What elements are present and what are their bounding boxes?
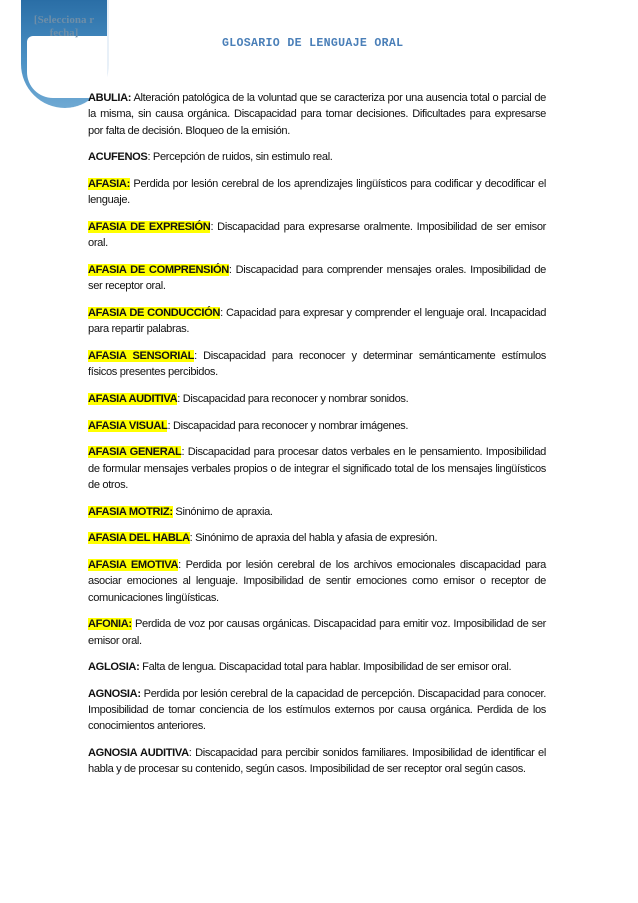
glossary-definition: Perdida de voz por causas orgánicas. Discapacidad para emitir voz. Imposibilidad de ser emisor oral. xyxy=(88,618,546,647)
glossary-definition: Percepción de ruidos, sin estimulo real. xyxy=(150,151,333,164)
glossary-entry xyxy=(88,745,546,778)
glossary-entry xyxy=(88,418,546,434)
glossary-definition: Discapacidad para reconocer y determinar semánticamente estímulos físicos presentes percibidos. xyxy=(88,349,546,379)
glossary-entry xyxy=(88,557,546,606)
glossary-entry xyxy=(88,305,546,338)
glossary-term: AFASIA DEL HABLA xyxy=(88,532,190,545)
term-separator: : xyxy=(167,419,171,432)
term-separator: : xyxy=(220,306,223,319)
glossary-term: AFASIA SENSORIAL xyxy=(88,349,195,362)
term-separator: : xyxy=(147,151,151,164)
glossary-entry xyxy=(88,530,546,546)
glossary-term: AFASIA MOTRIZ: xyxy=(88,505,173,518)
term-separator: : xyxy=(181,446,185,459)
glossary-definition: Discapacidad para procesar datos verbales en le pensamiento. Imposibilidad de formular mensajes verbales propios o de integrar el significado total de los mensajes lingüísticos de otros. xyxy=(88,446,546,491)
glossary-definition: Alteración patológica de la voluntad que se caracteriza por una ausencia total o parcial de la misma, sin causa orgánica. Discapacidad para tomar decisiones. Dificultades para expresarse por falta de decisión. Bloqueo de la emisión. xyxy=(88,92,546,137)
glossary-definition: Discapacidad para reconocer y nombrar imágenes. xyxy=(170,419,409,432)
term-separator: : xyxy=(228,263,232,276)
term-separator: : xyxy=(194,349,197,362)
glossary-definition: Discapacidad para reconocer y nombrar sonidos. xyxy=(180,392,409,405)
glossary-definition: Discapacidad para percibir sonidos familiares. Imposibilidad de identificar el habla y de procesar su contenido, según casos. Imposibilidad de ser receptor oral según casos. xyxy=(88,747,546,776)
glossary-definition: Discapacidad para comprender mensajes orales. Imposibilidad de ser receptor oral. xyxy=(88,263,546,293)
glossary-entry xyxy=(88,391,546,407)
glossary-term: AFASIA DE COMPRENSIÓN xyxy=(88,263,229,276)
glossary-definition: Capacidad para expresar y comprender el lenguaje oral. Incapacidad para repartir palabras. xyxy=(88,306,547,336)
glossary-term: AGLOSIA: xyxy=(88,661,140,674)
glossary-definition: Sinónimo de apraxia del habla y afasia de expresión. xyxy=(192,532,438,545)
glossary-term: ABULIA: xyxy=(88,92,132,104)
glossary-term: AGNOSIA AUDITIVA xyxy=(88,747,189,760)
term-separator: : xyxy=(210,220,214,233)
glossary-definition: Perdida por lesión cerebral de los archivos emocionales discapacidad para asociar emociones al lenguaje. Imposibilidad de sentir emociones como emisor o receptor de comunicaciones lingüísticas. xyxy=(88,558,546,604)
glossary-entry xyxy=(88,348,546,381)
glossary-term: ACUFENOS xyxy=(88,151,148,164)
glossary-definition: Sinónimo de apraxia. xyxy=(172,505,273,518)
glossary-term: AFASIA VISUAL xyxy=(88,419,168,432)
glossary-entry xyxy=(88,176,546,209)
glossary-term: AGNOSIA: xyxy=(88,687,141,700)
glossary-term: AFASIA DE CONDUCCIÓN xyxy=(88,306,221,319)
glossary-definition: Falta de lengua. Discapacidad total para hablar. Imposibilidad de ser emisor oral. xyxy=(139,661,512,674)
glossary-entry xyxy=(88,149,546,165)
glossary-term: AFONIA: xyxy=(88,618,132,631)
glossary-entry xyxy=(88,686,546,735)
glossary-term: AFASIA GENERAL xyxy=(88,446,182,459)
glossary-term: AFASIA DE EXPRESIÓN xyxy=(88,220,211,233)
glossary-entry xyxy=(88,90,546,139)
document-title: GLOSARIO DE LENGUAJE ORAL xyxy=(222,37,404,50)
glossary-definition: Perdida por lesión cerebral de la capacidad de percepción. Discapacidad para conocer. Imposibilidad de tomar conciencia de los estímulos externos por causa orgánica. Perdida de los conocimientos anteriores. xyxy=(88,687,546,733)
glossary-list xyxy=(88,90,546,788)
glossary-entry xyxy=(88,262,546,295)
glossary-entry xyxy=(88,444,546,493)
glossary-entry xyxy=(88,219,546,252)
term-separator: : xyxy=(177,392,180,405)
glossary-definition: Perdida por lesión cerebral de los aprendizajes lingüísticos para codificar y decodificar el lenguaje. xyxy=(88,177,546,207)
glossary-entry xyxy=(88,659,546,675)
glossary-definition: Discapacidad para expresarse oralmente. Imposibilidad de ser emisor oral. xyxy=(88,220,546,250)
glossary-term: AFASIA AUDITIVA xyxy=(88,392,178,405)
term-separator: : xyxy=(188,747,192,760)
date-placeholder[interactable]: [Selecciona r fecha] xyxy=(33,14,95,39)
glossary-term: AFASIA: xyxy=(88,177,130,190)
glossary-term: AFASIA EMOTIVA xyxy=(88,558,179,571)
glossary-entry xyxy=(88,504,546,520)
term-separator: : xyxy=(189,532,193,545)
term-separator: : xyxy=(178,558,181,571)
date-badge-inner xyxy=(27,36,107,98)
glossary-entry xyxy=(88,616,546,649)
